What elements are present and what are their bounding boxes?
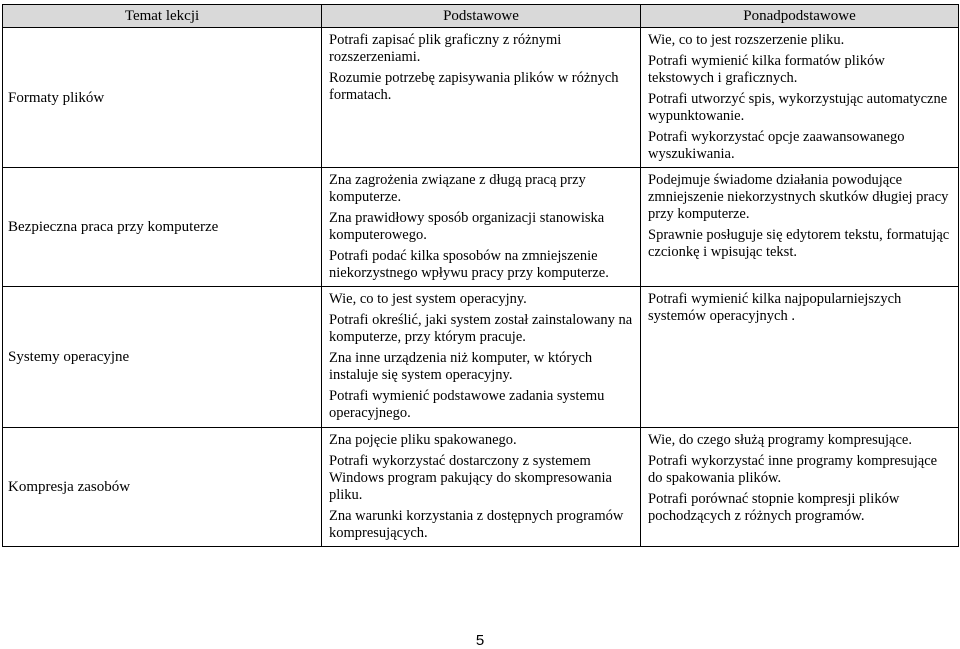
requirement-item: Potrafi zapisać plik graficzny z różnymi rozszerzeniami. xyxy=(329,32,562,65)
requirement-item: Wie, co to jest rozszerzenie pliku. xyxy=(648,32,845,48)
page-number: 5 xyxy=(475,632,485,649)
requirement-item: Potrafi wymienić podstawowe zadania systemu operacyjnego. xyxy=(329,388,605,421)
table-header-row xyxy=(3,5,959,28)
advanced-cell xyxy=(641,168,959,287)
topic-cell: Systemy operacyjne xyxy=(3,287,322,428)
requirement-item: Zna pojęcie pliku spakowanego. xyxy=(329,432,517,448)
requirement-item: Potrafi podać kilka sposobów na zmniejszenie niekorzystnego wpływu pracy przy komputerze. xyxy=(329,248,609,281)
table-row xyxy=(3,287,959,428)
table-row xyxy=(3,28,959,168)
requirement-item: Potrafi wymienić kilka najpopularniejszych systemów operacyjnych . xyxy=(648,291,902,324)
requirement-item: Potrafi wymienić kilka formatów plików tekstowych i graficznych. xyxy=(648,53,885,86)
advanced-cell xyxy=(641,28,959,168)
requirement-item: Potrafi wykorzystać opcje zaawansowanego wyszukiwania. xyxy=(648,129,905,162)
header-topic: Temat lekcji xyxy=(3,5,322,28)
requirement-item: Zna prawidłowy sposób organizacji stanowiska komputerowego. xyxy=(329,210,605,243)
requirement-item: Zna warunki korzystania z dostępnych programów kompresujących. xyxy=(329,508,624,541)
header-basic: Podstawowe xyxy=(322,5,641,28)
basic-cell xyxy=(322,428,641,547)
requirement-item: Potrafi wykorzystać dostarczony z systemem Windows program pakujący do skompresowania pliku. xyxy=(329,453,612,503)
advanced-cell xyxy=(641,287,959,428)
requirement-item: Potrafi porównać stopnie kompresji plików pochodzących z różnych programów. xyxy=(648,491,900,524)
requirement-item: Wie, do czego służą programy kompresujące. xyxy=(648,432,912,448)
topic-cell: Formaty plików xyxy=(3,28,322,168)
requirement-item: Wie, co to jest system operacyjny. xyxy=(329,291,527,307)
basic-cell xyxy=(322,28,641,168)
requirement-item: Zna inne urządzenia niż komputer, w których instaluje się system operacyjny. xyxy=(329,350,593,383)
requirement-item: Zna zagrożenia związane z długą pracą przy komputerze. xyxy=(329,172,586,205)
topic-cell: Kompresja zasobów xyxy=(3,428,322,547)
basic-cell xyxy=(322,287,641,428)
requirement-item: Sprawnie posługuje się edytorem tekstu, formatując czcionkę i wpisując tekst. xyxy=(648,227,950,260)
basic-cell xyxy=(322,168,641,287)
table-row xyxy=(3,168,959,287)
table-row xyxy=(3,428,959,547)
requirement-item: Podejmuje świadome działania powodujące zmniejszenie niekorzystnych skutków długiej pracy przy komputerze. xyxy=(648,172,949,222)
advanced-cell xyxy=(641,428,959,547)
requirement-item: Potrafi utworzyć spis, wykorzystując automatyczne wypunktowanie. xyxy=(648,91,948,124)
requirement-item: Potrafi określić, jaki system został zainstalowany na komputerze, przy którym pracuje. xyxy=(329,312,633,345)
topic-cell: Bezpieczna praca przy komputerze xyxy=(3,168,322,287)
requirements-table xyxy=(2,4,959,547)
requirement-item: Potrafi wykorzystać inne programy kompresujące do spakowania plików. xyxy=(648,453,938,486)
requirement-item: Rozumie potrzebę zapisywania plików w różnych formatach. xyxy=(329,70,619,103)
header-advanced: Ponadpodstawowe xyxy=(641,5,959,28)
